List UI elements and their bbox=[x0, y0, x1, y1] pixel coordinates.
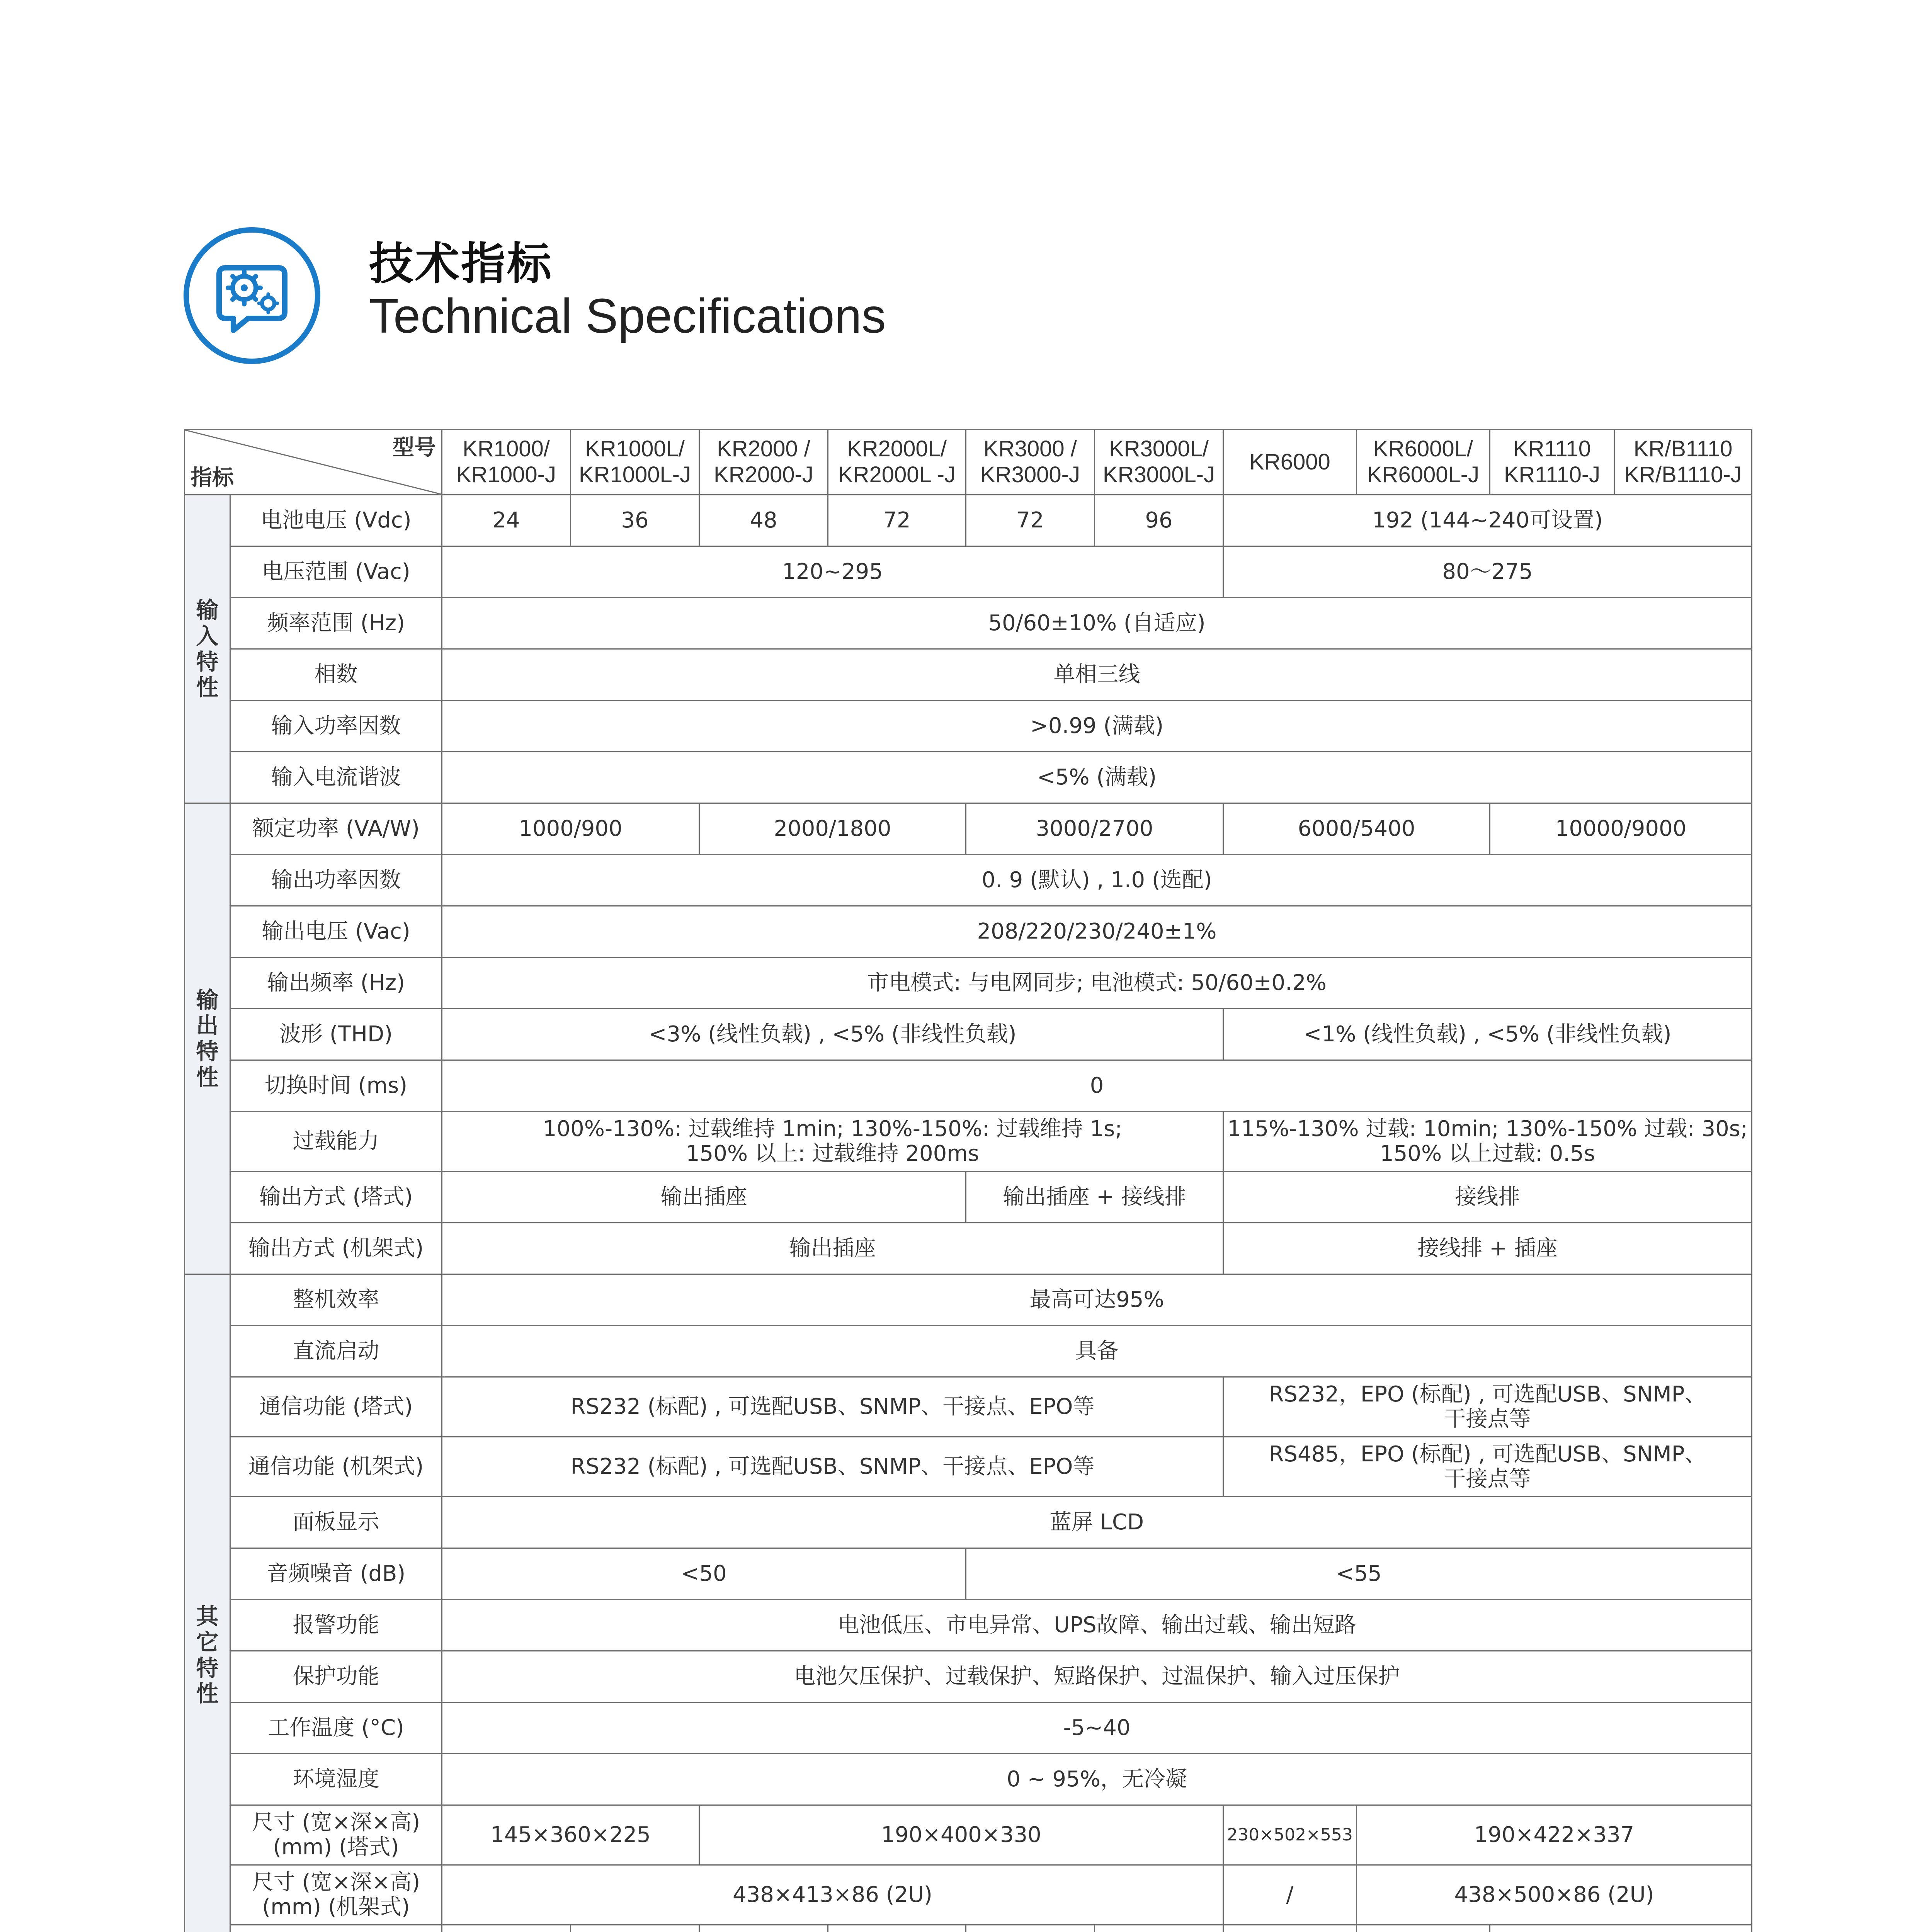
model-header: KR/B1110 KR/B1110-J bbox=[1614, 430, 1752, 495]
table-cell: >0.99 (满载) bbox=[442, 701, 1752, 752]
category-input: 输 入 特 性 bbox=[185, 495, 230, 803]
table-row bbox=[185, 957, 1752, 1009]
row-label: 环境湿度 bbox=[230, 1754, 442, 1805]
table-cell: 192 (144~240可设置) bbox=[1223, 495, 1752, 546]
row-label: 输出电压 (Vac) bbox=[230, 906, 442, 957]
table-row bbox=[185, 598, 1752, 649]
row-label: 面板显示 bbox=[230, 1497, 442, 1548]
table-cell: 单相三线 bbox=[442, 649, 1752, 701]
table-cell: 电池欠压保护、过载保护、短路保护、过温保护、输入过压保护 bbox=[442, 1651, 1752, 1702]
table-cell: RS232 (标配) , 可选配USB、SNMP、干接点、EPO等 bbox=[442, 1377, 1223, 1437]
model-header: KR1000L/ KR1000L-J bbox=[571, 430, 699, 495]
category-other: 其 它 特 性 bbox=[185, 1274, 230, 1932]
row-label: 电压范围 (Vac) bbox=[230, 546, 442, 598]
table-row bbox=[185, 855, 1752, 906]
row-label: 输出方式 (塔式) bbox=[230, 1172, 442, 1223]
table-row bbox=[185, 1009, 1752, 1060]
table-row bbox=[185, 1600, 1752, 1651]
table-cell: 96 bbox=[1095, 495, 1223, 546]
table-row bbox=[185, 1805, 1752, 1865]
table-cell bbox=[966, 1925, 1095, 1932]
table-cell: RS485，EPO (标配) , 可选配USB、SNMP、 干接点等 bbox=[1223, 1437, 1752, 1497]
table-row bbox=[185, 546, 1752, 598]
table-row bbox=[185, 803, 1752, 855]
table-cell: <3% (线性负载) , <5% (非线性负载) bbox=[442, 1009, 1223, 1060]
model-header: KR6000 bbox=[1223, 430, 1357, 495]
table-cell: 190×422×337 bbox=[1357, 1805, 1752, 1865]
row-label: 输出频率 (Hz) bbox=[230, 957, 442, 1009]
model-header: KR3000 / KR3000-J bbox=[966, 430, 1095, 495]
page-title-en: Technical Specifications bbox=[369, 289, 886, 343]
table-row bbox=[185, 1548, 1752, 1600]
row-label: 相数 bbox=[230, 649, 442, 701]
settings-speech-bubble-icon bbox=[182, 226, 321, 365]
row-label: 波形 (THD) bbox=[230, 1009, 442, 1060]
table-row bbox=[185, 1754, 1752, 1805]
table-cell bbox=[828, 1925, 966, 1932]
table-cell: 145×360×225 bbox=[442, 1805, 699, 1865]
table-row bbox=[185, 1326, 1752, 1377]
table-cell: 3000/2700 bbox=[966, 803, 1223, 855]
row-label: 音频噪音 (dB) bbox=[230, 1548, 442, 1600]
table-cell: / bbox=[1223, 1865, 1357, 1925]
table-cell: 80～275 bbox=[1223, 546, 1752, 598]
table-row bbox=[185, 1651, 1752, 1702]
model-header: KR3000L/ KR3000L-J bbox=[1095, 430, 1223, 495]
row-label bbox=[230, 1925, 442, 1932]
table-row bbox=[185, 649, 1752, 701]
table-cell: 50/60±10% (自适应) bbox=[442, 598, 1752, 649]
page-title-cn: 技术指标 bbox=[369, 238, 553, 290]
table-cell: 100%-130%: 过载维持 1min; 130%-150%: 过载维持 1s; 150% 以上: 过载维持 200ms bbox=[442, 1112, 1223, 1172]
table-cell: 0 ~ 95%，无冷凝 bbox=[442, 1754, 1752, 1805]
table-cell: 蓝屏 LCD bbox=[442, 1497, 1752, 1548]
table-cell: 438×413×86 (2U) bbox=[442, 1865, 1223, 1925]
row-label: 工作温度 (°C) bbox=[230, 1702, 442, 1754]
row-label: 输入电流谐波 bbox=[230, 752, 442, 803]
table-cell: 208/220/230/240±1% bbox=[442, 906, 1752, 957]
table-cell: 接线排 + 插座 bbox=[1223, 1223, 1752, 1274]
row-label: 尺寸 (宽×深×高) (mm) (塔式) bbox=[230, 1805, 442, 1865]
table-cell: 48 bbox=[699, 495, 828, 546]
table-row bbox=[185, 701, 1752, 752]
table-row bbox=[185, 1060, 1752, 1112]
table-cell: <50 bbox=[442, 1548, 966, 1600]
table-cell: <55 bbox=[966, 1548, 1752, 1600]
category-output: 输 出 特 性 bbox=[185, 803, 230, 1274]
table-row bbox=[185, 1172, 1752, 1223]
row-label: 输出方式 (机架式) bbox=[230, 1223, 442, 1274]
table-row bbox=[185, 1702, 1752, 1754]
table-row bbox=[185, 1497, 1752, 1548]
table-cell: 190×400×330 bbox=[699, 1805, 1223, 1865]
table-cell: 120~295 bbox=[442, 546, 1223, 598]
table-cell: 输出插座 bbox=[442, 1172, 966, 1223]
row-label: 尺寸 (宽×深×高) (mm) (机架式) bbox=[230, 1865, 442, 1925]
spec-table bbox=[184, 429, 1752, 1932]
row-label: 切换时间 (ms) bbox=[230, 1060, 442, 1112]
table-cell: 1000/900 bbox=[442, 803, 699, 855]
table-row bbox=[185, 495, 1752, 546]
table-cell: 2000/1800 bbox=[699, 803, 966, 855]
table-cell bbox=[571, 1925, 699, 1932]
row-label: 整机效率 bbox=[230, 1274, 442, 1326]
model-header: KR6000L/ KR6000L-J bbox=[1357, 430, 1490, 495]
table-cell: 6000/5400 bbox=[1223, 803, 1490, 855]
model-header: KR2000L/ KR2000L -J bbox=[828, 430, 966, 495]
model-header: KR1110 KR1110-J bbox=[1490, 430, 1614, 495]
table-cell bbox=[442, 1925, 571, 1932]
table-cell: 0. 9 (默认) , 1.0 (选配) bbox=[442, 855, 1752, 906]
table-cell bbox=[1357, 1925, 1490, 1932]
table-cell: 电池低压、市电异常、UPS故障、输出过载、输出短路 bbox=[442, 1600, 1752, 1651]
table-cell: 72 bbox=[828, 495, 966, 546]
table-cell: 438×500×86 (2U) bbox=[1357, 1865, 1752, 1925]
row-label: 额定功率 (VA/W) bbox=[230, 803, 442, 855]
page-header bbox=[0, 0, 1917, 386]
corner-header-cell bbox=[185, 430, 442, 495]
row-label: 输入功率因数 bbox=[230, 701, 442, 752]
table-row bbox=[185, 1223, 1752, 1274]
table-cell: 72 bbox=[966, 495, 1095, 546]
table-row bbox=[185, 1437, 1752, 1497]
row-label: 保护功能 bbox=[230, 1651, 442, 1702]
table-cell: 输出插座 bbox=[442, 1223, 1223, 1274]
model-header: KR2000 / KR2000-J bbox=[699, 430, 828, 495]
table-cell: -5~40 bbox=[442, 1702, 1752, 1754]
row-label: 过载能力 bbox=[230, 1112, 442, 1172]
table-cell: 24 bbox=[442, 495, 571, 546]
row-label: 通信功能 (机架式) bbox=[230, 1437, 442, 1497]
corner-model-label: 型号 bbox=[393, 435, 436, 460]
table-cell: <5% (满载) bbox=[442, 752, 1752, 803]
model-header: KR1000/ KR1000-J bbox=[442, 430, 571, 495]
table-row bbox=[185, 1274, 1752, 1326]
table-cell: RS232，EPO (标配) , 可选配USB、SNMP、 干接点等 bbox=[1223, 1377, 1752, 1437]
table-row bbox=[185, 1865, 1752, 1925]
table-row bbox=[185, 1377, 1752, 1437]
table-cell: 115%-130% 过载: 10min; 130%-150% 过载: 30s; 150% 以上过载: 0.5s bbox=[1223, 1112, 1752, 1172]
corner-index-label: 指标 bbox=[191, 465, 234, 490]
table-row bbox=[185, 752, 1752, 803]
table-row bbox=[185, 1925, 1752, 1932]
table-cell: 230×502×553 bbox=[1223, 1805, 1357, 1865]
table-cell: <1% (线性负载) , <5% (非线性负载) bbox=[1223, 1009, 1752, 1060]
row-label: 报警功能 bbox=[230, 1600, 442, 1651]
table-cell bbox=[1223, 1925, 1357, 1932]
table-cell: 市电模式: 与电网同步; 电池模式: 50/60±0.2% bbox=[442, 957, 1752, 1009]
table-cell: 具备 bbox=[442, 1326, 1752, 1377]
table-row bbox=[185, 906, 1752, 957]
table-row bbox=[185, 1112, 1752, 1172]
table-header-row bbox=[185, 430, 1752, 495]
row-label: 输出功率因数 bbox=[230, 855, 442, 906]
row-label: 电池电压 (Vdc) bbox=[230, 495, 442, 546]
row-label: 直流启动 bbox=[230, 1326, 442, 1377]
row-label: 频率范围 (Hz) bbox=[230, 598, 442, 649]
table-cell bbox=[699, 1925, 828, 1932]
table-cell: 最高可达95% bbox=[442, 1274, 1752, 1326]
table-cell bbox=[1095, 1925, 1223, 1932]
table-cell: 36 bbox=[571, 495, 699, 546]
table-cell bbox=[1490, 1925, 1752, 1932]
table-cell: 接线排 bbox=[1223, 1172, 1752, 1223]
row-label: 通信功能 (塔式) bbox=[230, 1377, 442, 1437]
table-cell: 0 bbox=[442, 1060, 1752, 1112]
table-cell: RS232 (标配) , 可选配USB、SNMP、干接点、EPO等 bbox=[442, 1437, 1223, 1497]
table-cell: 输出插座 + 接线排 bbox=[966, 1172, 1223, 1223]
table-cell: 10000/9000 bbox=[1490, 803, 1752, 855]
